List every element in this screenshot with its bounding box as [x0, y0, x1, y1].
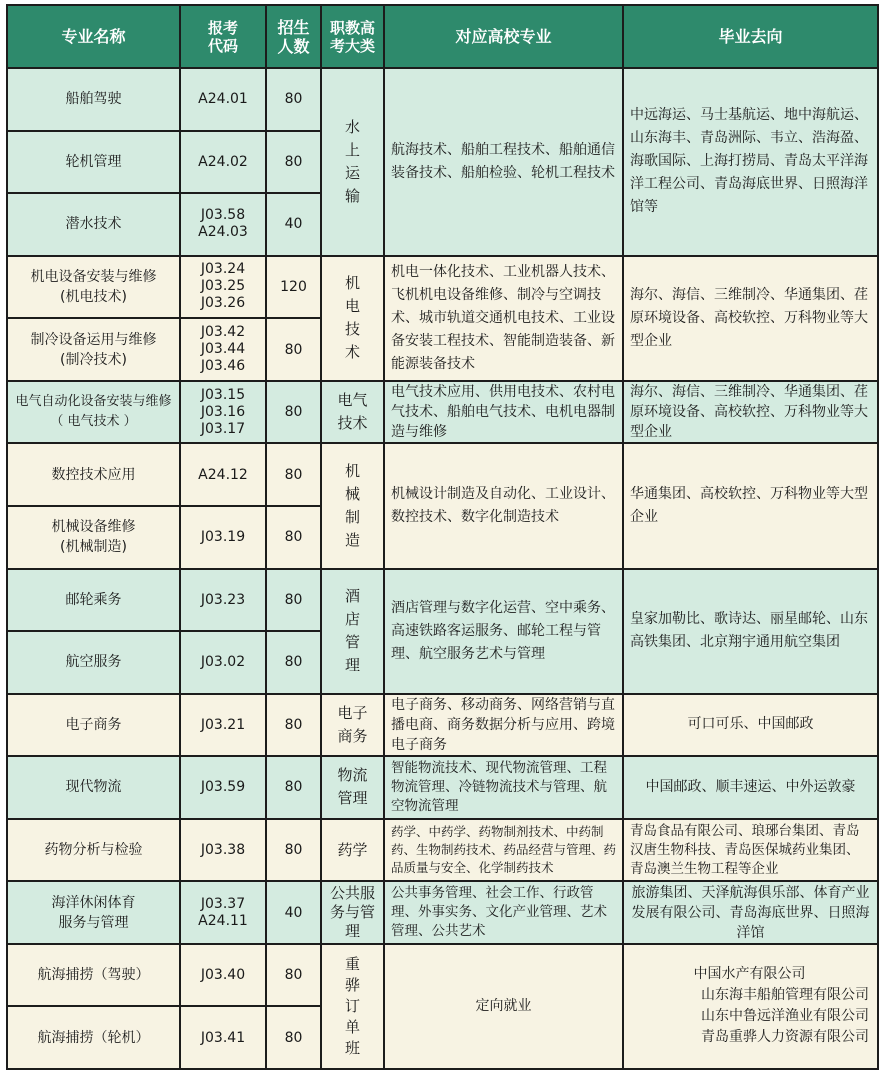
apply-code: J03.24 — [200, 261, 246, 278]
graduate-destination: 中远海运、马士基航运、地中海航运、山东海丰、青岛洲际、韦立、浩海盈、海歌国际、上海打捞局、青岛太平洋海洋工程公司、青岛海底世界、日照海洋馆等 — [623, 68, 878, 256]
category-text: 电气技术 — [337, 391, 368, 433]
header-num-text: 招生人数 — [277, 17, 310, 56]
category-cell — [321, 756, 384, 819]
apply-code: J03.38 — [180, 819, 266, 882]
apply-code-cell — [180, 881, 266, 944]
enroll-count: 80 — [266, 68, 321, 131]
enroll-count: 40 — [266, 881, 321, 944]
category-cell — [321, 694, 384, 757]
apply-code: J03.46 — [200, 358, 246, 375]
category-cell — [321, 256, 384, 381]
major-name: 药物分析与检验 — [7, 819, 180, 882]
header-cat — [321, 5, 384, 68]
category-text: 机电技术 — [344, 274, 360, 362]
apply-code: J03.41 — [180, 1006, 266, 1069]
graduate-destination: 青岛重骅人力资源有限公司 — [701, 1029, 869, 1046]
apply-code: J03.44 — [200, 341, 246, 358]
enroll-count: 40 — [266, 193, 321, 256]
university-majors: 电气技术应用、供用电技术、农村电气技术、船舶电气技术、电机电器制造与维修 — [384, 381, 623, 444]
category-cell — [321, 569, 384, 694]
enroll-count: 80 — [266, 694, 321, 757]
graduate-destination: 中国水产有限公司 — [693, 966, 806, 983]
category-text: 电子商务 — [337, 703, 368, 745]
major-name: 航空服务 — [7, 631, 180, 694]
major-name-cell — [7, 506, 180, 569]
apply-code: A24.01 — [180, 68, 266, 131]
apply-code: A24.03 — [198, 224, 248, 241]
category-cell — [321, 381, 384, 444]
enroll-count: 80 — [266, 506, 321, 569]
category-cell — [321, 68, 384, 256]
table-row — [7, 944, 878, 1007]
enroll-count: 80 — [266, 756, 321, 819]
major-name: 轮机管理 — [7, 131, 180, 194]
apply-code: J03.21 — [180, 694, 266, 757]
major-name-cell — [7, 881, 180, 944]
enrollment-table — [6, 4, 879, 1070]
apply-code: J03.17 — [200, 420, 246, 437]
apply-code: J03.58 — [200, 207, 246, 224]
table-row — [7, 381, 878, 444]
graduate-destination: 中国邮政、顺丰速运、中外运敦豪 — [623, 756, 878, 819]
table-row — [7, 443, 878, 506]
graduate-destination: 海尔、海信、三维制冷、华通集团、荏原环境设备、高校软控、万科物业等大型企业 — [623, 256, 878, 381]
header-name: 专业名称 — [7, 5, 180, 68]
apply-code-cell — [180, 318, 266, 381]
category-text: 重骅订单班 — [344, 954, 360, 1057]
apply-code-cell — [180, 193, 266, 256]
category-cell — [321, 944, 384, 1069]
university-majors: 电子商务、移动商务、网络营销与直播电商、商务数据分析与应用、跨境电子商务 — [384, 694, 623, 757]
major-name-sub: 服务与管理 — [58, 914, 129, 931]
category-text: 公共服务与管理 — [329, 884, 375, 941]
graduate-destination-cell — [623, 944, 878, 1069]
major-name: 制冷设备运用与维修 — [30, 331, 157, 348]
university-majors: 定向就业 — [384, 944, 623, 1069]
graduate-destination: 山东海丰船舶管理有限公司 — [701, 987, 869, 1004]
enroll-count: 80 — [266, 381, 321, 444]
apply-code: J03.59 — [180, 756, 266, 819]
apply-code-cell — [180, 381, 266, 444]
category-text: 机械制造 — [344, 461, 360, 549]
category-text: 药学 — [337, 840, 368, 859]
apply-code: J03.16 — [200, 403, 246, 420]
header-row — [7, 5, 878, 68]
university-majors: 机械设计制造及自动化、工业设计、数控技术、数字化制造技术 — [384, 443, 623, 568]
table-row — [7, 694, 878, 757]
graduate-destination: 青岛食品有限公司、琅琊台集团、青岛汉唐生物科技、青岛医保城药业集团、青岛澳兰生物工程等企业 — [623, 819, 878, 882]
university-majors: 航海技术、船舶工程技术、船舶通信装备技术、船舶检验、轮机工程技术 — [384, 68, 623, 256]
major-name-sub: (机电技术) — [60, 288, 127, 305]
university-majors: 药学、中药学、药物制剂技术、中药制药、生物制药技术、药品经营与管理、药品质量与安全、化学制药技术 — [384, 819, 623, 882]
major-name: 航海捕捞（驾驶） — [7, 944, 180, 1007]
major-name: 航海捕捞（轮机） — [7, 1006, 180, 1069]
apply-code: J03.42 — [200, 324, 246, 341]
major-name: 机电设备安装与维修 — [30, 268, 157, 285]
category-text: 酒店管理 — [344, 587, 360, 675]
major-name-sub: (机械制造) — [60, 539, 127, 556]
apply-code: A24.11 — [198, 912, 248, 929]
major-name: 船舶驾驶 — [7, 68, 180, 131]
header-code-text: 报考代码 — [207, 18, 238, 55]
table-row — [7, 756, 878, 819]
enroll-count: 80 — [266, 318, 321, 381]
table-row — [7, 569, 878, 632]
category-cell — [321, 819, 384, 882]
major-name: 电气自动化设备安装与维修 — [15, 394, 172, 410]
apply-code: J03.02 — [180, 631, 266, 694]
table-row — [7, 819, 878, 882]
major-name-sub: (制冷技术) — [60, 351, 127, 368]
apply-code: J03.23 — [180, 569, 266, 632]
major-name: 电子商务 — [7, 694, 180, 757]
category-text: 物流管理 — [337, 766, 368, 808]
graduate-destination: 华通集团、高校软控、万科物业等大型企业 — [623, 443, 878, 568]
enroll-count: 80 — [266, 443, 321, 506]
apply-code: J03.40 — [180, 944, 266, 1007]
major-name: 机械设备维修 — [51, 519, 136, 536]
table-row — [7, 881, 878, 944]
enroll-count: 120 — [266, 256, 321, 319]
apply-code: A24.12 — [180, 443, 266, 506]
major-name: 邮轮乘务 — [7, 569, 180, 632]
category-cell — [321, 443, 384, 568]
enroll-count: 80 — [266, 819, 321, 882]
graduate-destination: 海尔、海信、三维制冷、华通集团、荏原环境设备、高校软控、万科物业等大型企业 — [623, 381, 878, 444]
header-dest: 毕业去向 — [623, 5, 878, 68]
header-cat-text: 职教高考大类 — [329, 18, 375, 55]
category-text: 水上运输 — [344, 117, 360, 205]
category-cell — [321, 881, 384, 944]
graduate-destination: 山东中鲁远洋渔业有限公司 — [701, 1008, 869, 1025]
header-major: 对应高校专业 — [384, 5, 623, 68]
table-row — [7, 68, 878, 131]
university-majors: 智能物流技术、现代物流管理、工程物流管理、冷链物流技术与管理、航空物流管理 — [384, 756, 623, 819]
enroll-count: 80 — [266, 944, 321, 1007]
enroll-count: 80 — [266, 569, 321, 632]
graduate-destination: 皇家加勒比、歌诗达、丽星邮轮、山东高铁集团、北京翔宇通用航空集团 — [623, 569, 878, 694]
enroll-count: 80 — [266, 1006, 321, 1069]
major-name: 数控技术应用 — [7, 443, 180, 506]
major-name-cell — [7, 381, 180, 444]
major-name-sub: （ 电气技术 ） — [50, 414, 137, 430]
graduate-destination: 可口可乐、中国邮政 — [623, 694, 878, 757]
apply-code: J03.15 — [200, 386, 246, 403]
major-name-cell — [7, 256, 180, 319]
enroll-count: 80 — [266, 131, 321, 194]
apply-code-cell — [180, 256, 266, 319]
university-majors: 公共事务管理、社会工作、行政管理、外事实务、文化产业管理、艺术管理、公共艺术 — [384, 881, 623, 944]
major-name: 现代物流 — [7, 756, 180, 819]
header-code — [180, 5, 266, 68]
apply-code: J03.25 — [200, 278, 246, 295]
university-majors: 机电一体化技术、工业机器人技术、飞机机电设备维修、制冷与空调技术、城市轨道交通机电技术、工业设备安装工程技术、智能制造装备、新能源装备技术 — [384, 256, 623, 381]
major-name-cell — [7, 318, 180, 381]
header-num — [266, 5, 321, 68]
enroll-count: 80 — [266, 631, 321, 694]
apply-code: J03.37 — [200, 895, 246, 912]
university-majors: 酒店管理与数字化运营、空中乘务、高速铁路客运服务、邮轮工程与管理、航空服务艺术与管理 — [384, 569, 623, 694]
table-row — [7, 256, 878, 319]
graduate-destination: 旅游集团、天泽航海俱乐部、体育产业发展有限公司、青岛海底世界、日照海洋馆 — [623, 881, 878, 944]
apply-code: J03.19 — [180, 506, 266, 569]
apply-code: J03.26 — [200, 295, 246, 312]
apply-code: A24.02 — [180, 131, 266, 194]
major-name: 潜水技术 — [7, 193, 180, 256]
major-name: 海洋休闲体育 — [51, 894, 136, 911]
